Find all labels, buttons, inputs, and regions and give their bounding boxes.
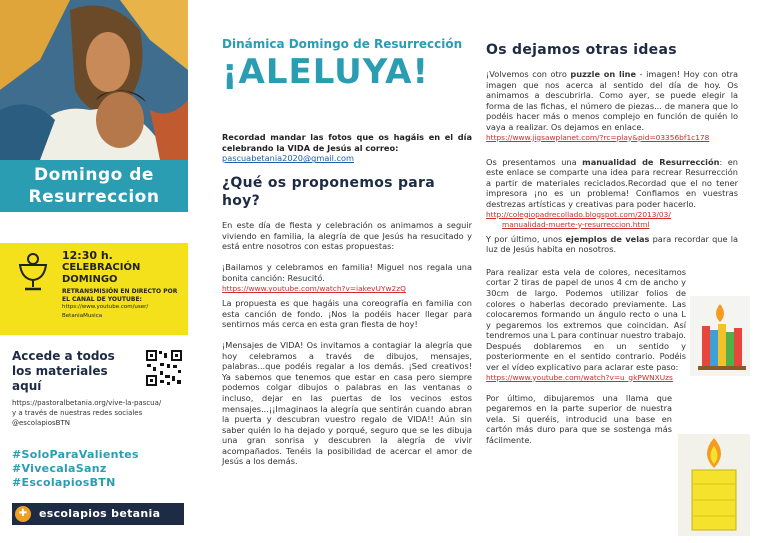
hashtag[interactable]: #SoloParaValientes (12, 448, 139, 461)
celebration-box (0, 243, 188, 335)
puzzle-text: ¡Volvemos con otro puzzle on line - imagen! Hoy con otra imagen que nos acerca al sentido del día de hoy. Os animamos a descubrirla. Como ayer, se puede elegir la forma de las fichas, el número de piezas... de manera que lo podéis hacer más o menos complejo en función de quién lo vaya a realizar. Os dejamos en enlace. (486, 69, 739, 132)
youtube-channel-user[interactable]: BetaniaMusica (62, 313, 103, 319)
proposal-text: La propuesta es que hagáis una coreografía en familia con esta canción de fondo. ¡Nos la podéis hacer llegar para sentirnos más cerca en esta gran fiesta de hoy! (222, 298, 472, 330)
yellow-candle-image (678, 434, 750, 536)
kicker: Dinámica Domingo de Resurrección (222, 37, 463, 51)
right-column (486, 41, 738, 446)
hashtag[interactable]: #VivecalaSanz (12, 462, 107, 475)
links-info (12, 398, 187, 428)
manual-link-1[interactable]: http://colegiopadrecollado.blogspot.com/2013/03/ (486, 209, 671, 219)
hashtag[interactable]: #EscolapiosBTN (12, 476, 116, 489)
chalice-icon (14, 253, 52, 293)
social-text: y a través de nuestras redes sociales (12, 409, 143, 417)
candle-instructions: Para realizar esta vela de colores, necesitamos cortar 2 tiras de papel de unos 4 cm de ancho y 30cm de largo. Podemos utilizar folios de colores o haberlas decorado previamente. Las colocaremos formando un ángulo recto o una L y pegaremos los extremos que coincidan. Así tendremos una L para continuar nuestro trabajo. Después doblaremos en un sentido y posteriormente en el sentido contrario. Podéis ver el vídeo explicativo para aclarar este paso: (486, 266, 686, 373)
manual-text: Os presentamos una manualidad de Resurrección: en este enlace se comparte una idea para recrear Resurrección a partir de materiales reciclados.Recordad que el no tener impresora ¡no es un problema! Confiamos en vuestras destrezas artísticas y creativas para poder hacerlo. (486, 156, 738, 209)
candle-video-link[interactable]: https://www.youtube.com/watch?v=u_gkPWNXUzs (486, 372, 673, 382)
celebration-time: 12:30 h. (62, 249, 113, 262)
right-title: Os dejamos otras ideas (486, 42, 677, 58)
qr-code-icon[interactable] (145, 349, 183, 387)
social-handle[interactable]: @escolapiosBTN (12, 419, 70, 427)
banner-line1: Domingo de (34, 165, 154, 185)
paper-candle-image (690, 296, 750, 376)
celebration-line2: DOMINGO (62, 274, 118, 285)
escolapios-logo (12, 503, 184, 525)
celebration-line1: CELEBRACIÓN (62, 262, 141, 273)
messages-text: ¡Mensajes de VIDA! Os invitamos a contagiar la alegría que hoy celebramos a través de dibujos, mensajes, palabras...que podéis regalar a los demás. ¡Sed creativos! Ya sabemos que tenemos que estar en casa pero siempre podemos colgar dibujos o palabras en las ventanas o incluso, dejar en las puertas de los vecinos estos mensajes...¡¡Imaginaos la alegría que sentirán cuando abran la puerta y descubran vuestro regalo de VIDA!! Aún sin saber quién lo ha dejado y porqué, seguro que se les dibuja una gran sonrisa y descubren la alegría de vivir acompañados. Tenéis la posibilidad de acercar el amor de Jesús a los demás. (222, 339, 472, 467)
headline: ¡ALELUYA! (222, 52, 429, 92)
banner-line2: Resurreccion (28, 187, 160, 207)
youtube-channel-link[interactable]: https://www.youtube.com/user/ (62, 304, 149, 310)
logo-mark-icon: ✚ (15, 506, 31, 522)
manual-link-2[interactable]: manualidad-muerte-y-resurreccion.html (502, 219, 650, 229)
pastoral-link[interactable]: https://pastoralbetania.org/vive-la-pascua/ (12, 399, 162, 407)
banner-title (0, 160, 188, 212)
section-title: ¿Qué os proponemos para hoy? (222, 175, 435, 210)
logo-text: escolapios betania (39, 507, 161, 520)
puzzle-link[interactable]: https://www.jigsawplanet.com/?rc=play&pid=03356bf1c178 (486, 132, 710, 142)
intro-text: En este día de fiesta y celebración os animamos a seguir viviendo en familia, la alegría de que Jesús ha resucitado y está entre nosotros con estas propuestas: (222, 220, 472, 252)
flame-text: Por último, dibujaremos una llama que pegaremos en la parte superior de nuestra vela. Si queréis, introducid una base en cartón más duro para que se sostenga más fácilmente. (486, 392, 672, 446)
dance-text: ¡Bailamos y celebramos en familia! Miguel nos regala una bonita canción: Resucitó. (222, 261, 472, 283)
jesus-illustration (0, 0, 188, 160)
reminder-text: Recordad mandar las fotos que os hagáis en el día celebrando la VIDA de Jesús al correo: (222, 132, 472, 153)
hashtags (12, 448, 139, 490)
retransmission-text: RETRANSMISIÓN EN DIRECTO POR EL CANAL DE YOUTUBE: (62, 288, 178, 303)
email-link[interactable]: pascuabetania2020@gmail.com (222, 153, 354, 164)
dance-link[interactable]: https://www.youtube.com/watch?v=iakevUYw2zQ (222, 284, 406, 294)
left-column (0, 0, 188, 543)
middle-column (222, 36, 472, 467)
candles-text: Y por último, unos ejemplos de velas para recordar que la luz de Jesús habita en nosotros. (486, 233, 738, 255)
access-materials-text: Accede a todos los materiales aquí (12, 349, 115, 393)
